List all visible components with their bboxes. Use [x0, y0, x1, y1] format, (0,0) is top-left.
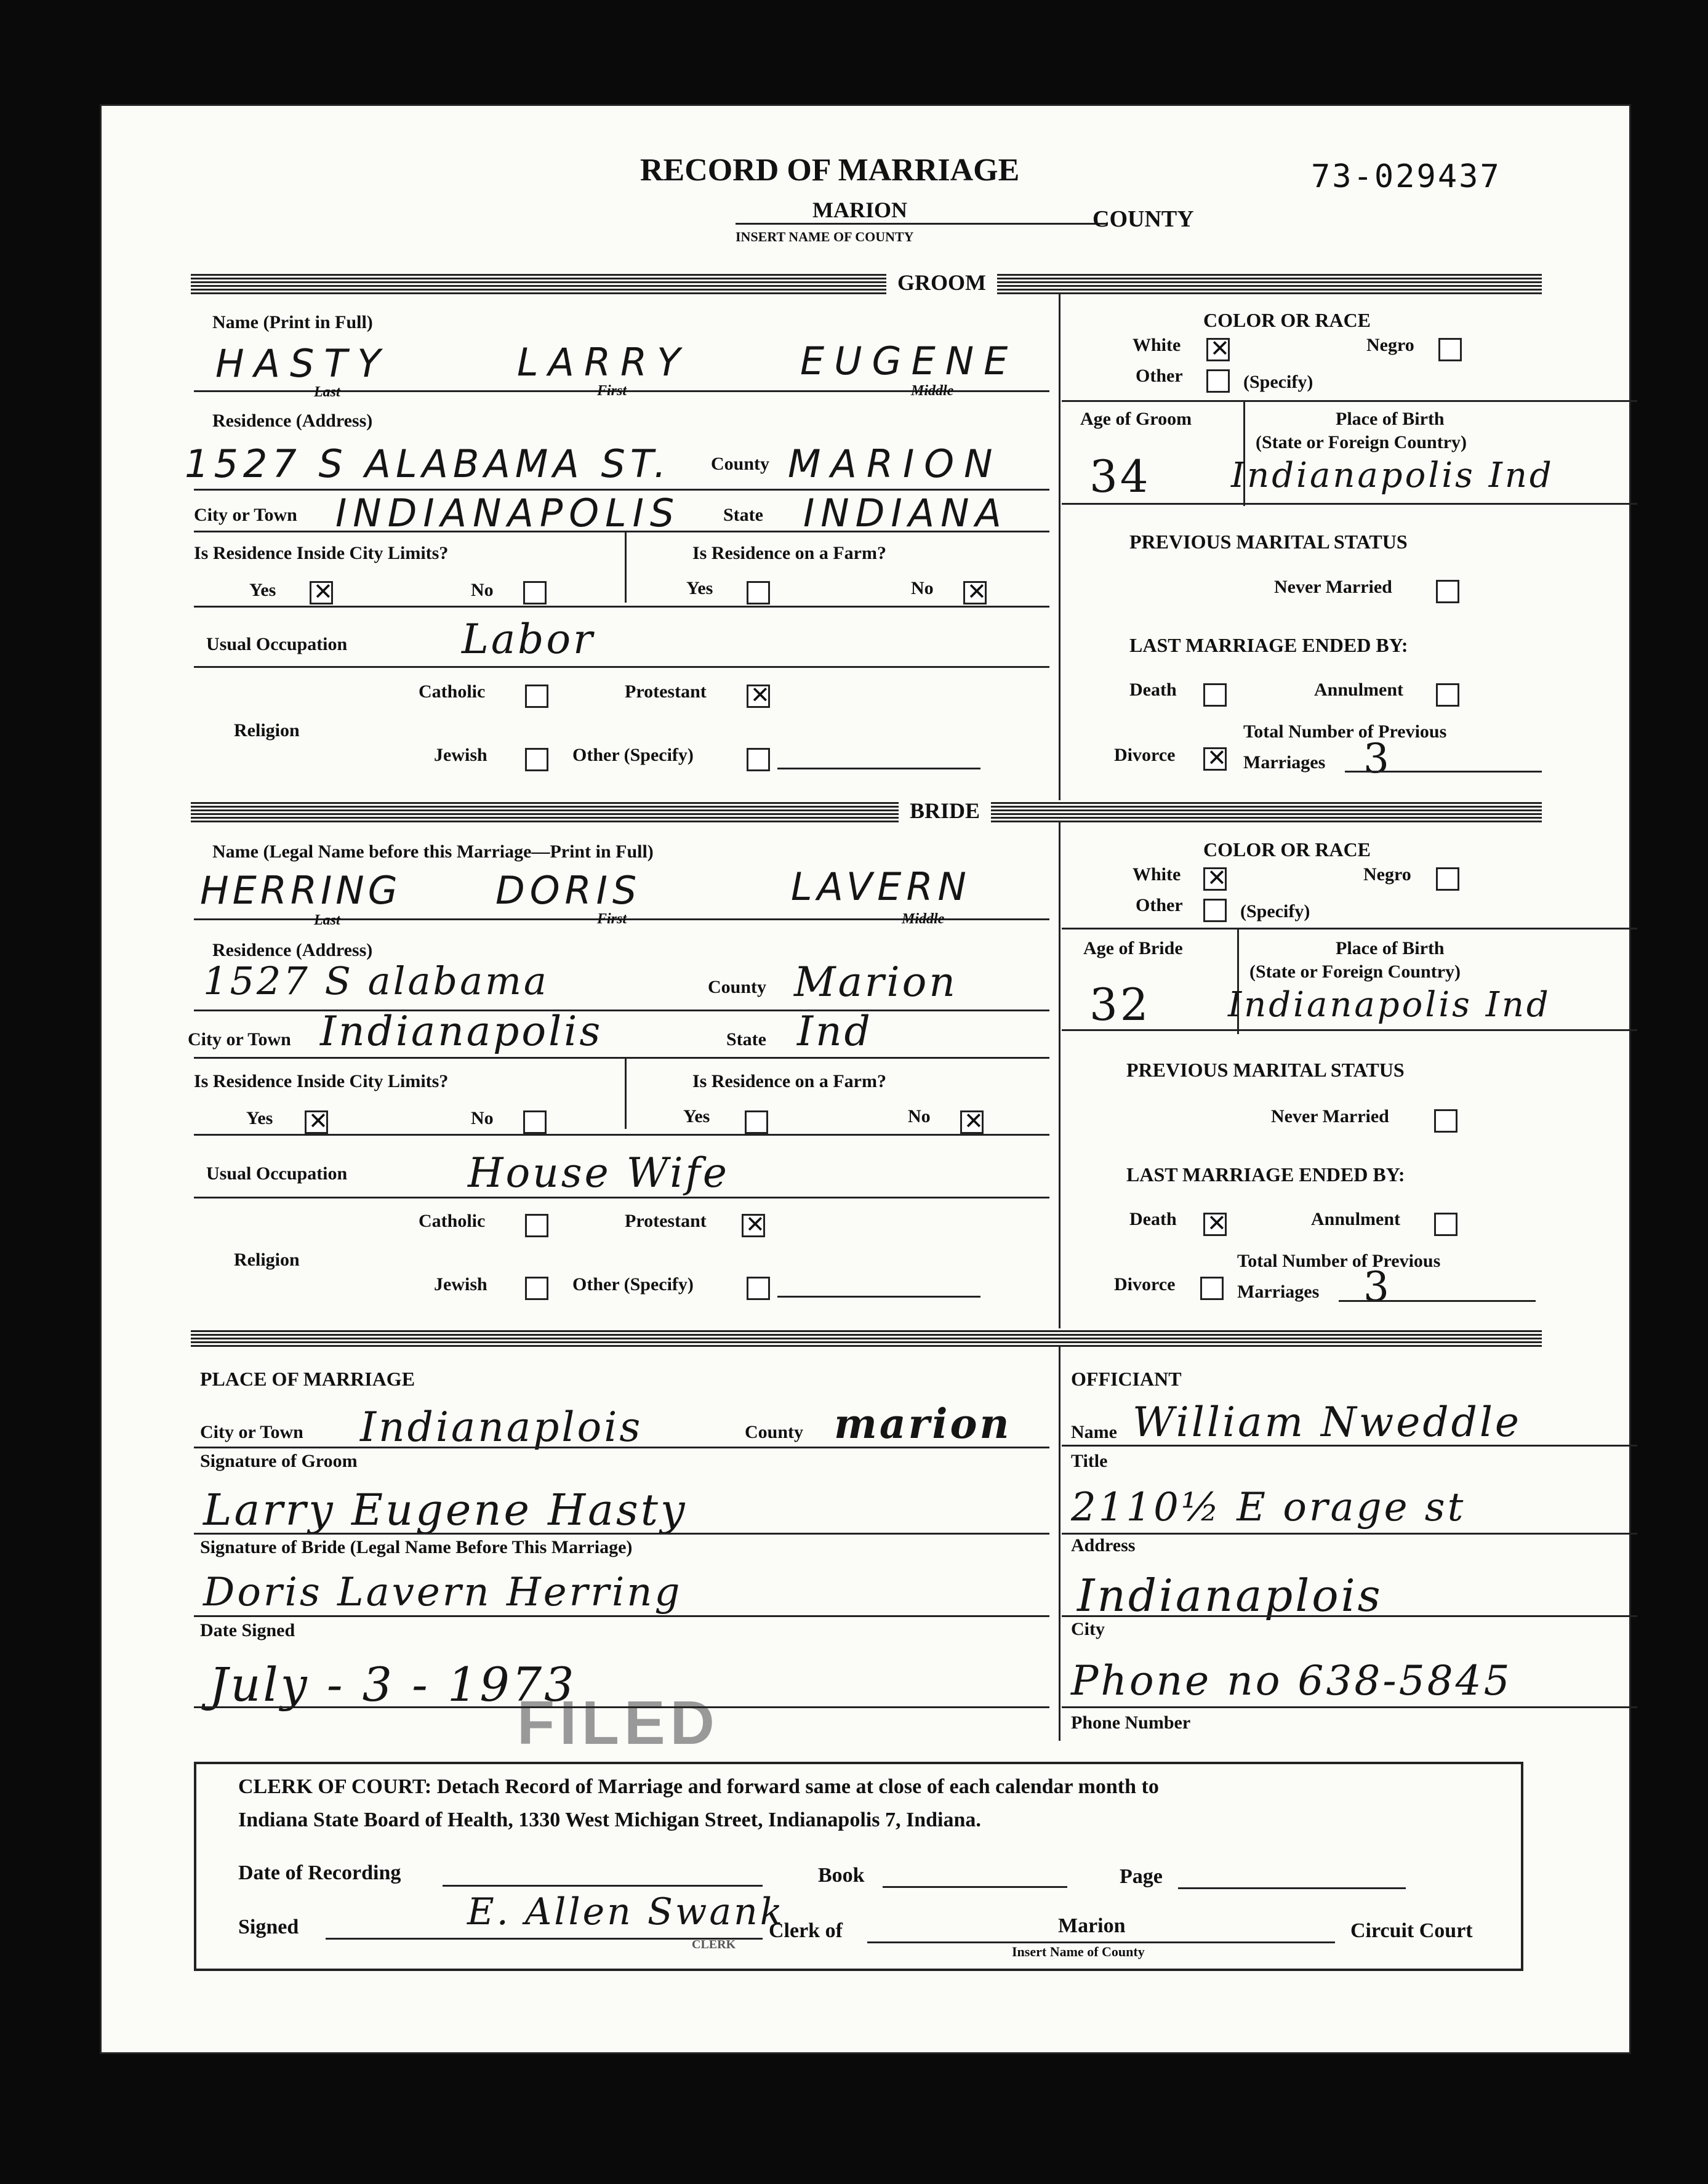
bride-county: Marion: [794, 958, 958, 1006]
groom-catholic-checkbox[interactable]: [525, 685, 548, 708]
groom-farm-label: Is Residence on a Farm?: [692, 543, 886, 563]
officiant-name: William Nweddle: [1133, 1399, 1522, 1446]
groom-county-label: County: [711, 454, 770, 474]
bride-race-other-checkbox[interactable]: [1203, 899, 1227, 922]
bride-specify-label: (Specify): [1240, 901, 1310, 921]
bride-city-yes-checkbox[interactable]: [305, 1110, 328, 1134]
groom-marriages-line: [1345, 771, 1542, 773]
groom-residence-label: Residence (Address): [212, 411, 373, 431]
groom-religion-label: Religion: [234, 720, 300, 741]
officiant-name-label: Name: [1071, 1422, 1117, 1442]
groom-middle-name: EUGENE: [800, 339, 1018, 383]
bride-residence-divider: [625, 1058, 627, 1129]
page-label: Page: [1120, 1865, 1163, 1888]
groom-band: [191, 272, 1542, 294]
groom-jewish-label: Jewish: [434, 745, 487, 765]
bride-marriages-line: [1339, 1300, 1536, 1302]
groom-annulment-checkbox[interactable]: [1436, 683, 1459, 707]
book-label: Book: [818, 1864, 865, 1887]
groom-residence-divider: [625, 532, 627, 603]
bride-birth-sub-label: (State or Foreign Country): [1249, 962, 1461, 982]
bride-name-label: Name (Legal Name before this Marriage—Print in Full): [212, 841, 654, 862]
groom-birth-label: Place of Birth: [1336, 409, 1445, 429]
circuit-court-label: Circuit Court: [1350, 1919, 1473, 1942]
bride-other-label: Other (Specify): [572, 1274, 694, 1295]
groom-never-married-checkbox[interactable]: [1436, 580, 1459, 603]
bride-other-line: [777, 1296, 980, 1298]
groom-name-label: Name (Print in Full): [212, 312, 373, 332]
groom-death-checkbox[interactable]: [1203, 683, 1227, 707]
groom-first-name: LARRY: [517, 340, 690, 385]
groom-city-yes-checkbox[interactable]: [310, 581, 333, 604]
bride-birth-label: Place of Birth: [1336, 938, 1445, 958]
officiant-phone-label: Phone Number: [1071, 1712, 1191, 1733]
bride-divorce-label: Divorce: [1114, 1274, 1176, 1295]
bride-never-married-label: Never Married: [1271, 1106, 1389, 1126]
groom-farm-yes-label: Yes: [686, 578, 713, 598]
groom-city-no-label: No: [471, 580, 494, 600]
bride-jewish-label: Jewish: [434, 1274, 487, 1295]
officiant-phone-value: Phone no 638-5845: [1071, 1657, 1512, 1704]
header-county-line: [736, 223, 1108, 225]
bride-age-label: Age of Bride: [1083, 938, 1183, 958]
bride-death-label: Death: [1129, 1209, 1177, 1229]
groom-negro-label: Negro: [1366, 335, 1414, 355]
bride-prev-marriages: 3: [1363, 1263, 1392, 1311]
groom-divorce-label: Divorce: [1114, 745, 1176, 765]
bride-white-checkbox[interactable]: [1203, 867, 1227, 891]
officiant-city-value: Indianaplois: [1077, 1570, 1383, 1621]
groom-occupation-line: [194, 666, 1049, 668]
bride-catholic-checkbox[interactable]: [525, 1214, 548, 1237]
officiant-address-label: Address: [1071, 1535, 1136, 1556]
groom-color-label: COLOR OR RACE: [1203, 309, 1371, 331]
date-recording-line: [443, 1885, 763, 1887]
groom-other-line: [777, 768, 980, 769]
bride-divorce-checkbox[interactable]: [1200, 1277, 1224, 1300]
filed-stamp: FILED: [517, 1688, 720, 1757]
bride-color-label: COLOR OR RACE: [1203, 838, 1371, 861]
groom-section-title: GROOM: [886, 270, 997, 295]
groom-last-caption: Last: [314, 384, 340, 400]
lower-divider: [1059, 1347, 1060, 1741]
groom-middle-caption: Middle: [911, 383, 954, 399]
groom-state: INDIANA: [803, 491, 1008, 536]
groom-occupation-label: Usual Occupation: [206, 634, 348, 654]
bride-residence-label: Residence (Address): [212, 940, 373, 960]
officiant-title-label: Title: [1071, 1451, 1108, 1471]
bride-inside-city-label: Is Residence Inside City Limits?: [194, 1071, 449, 1091]
bride-negro-label: Negro: [1363, 864, 1411, 885]
bride-birth-line: [1062, 1029, 1637, 1031]
officiant-city-label: City: [1071, 1619, 1105, 1639]
groom-first-caption: First: [597, 383, 627, 399]
book-line: [883, 1886, 1067, 1888]
groom-prev-marriages: 3: [1363, 735, 1392, 782]
bride-last-caption: Last: [314, 912, 340, 928]
groom-negro-checkbox[interactable]: [1438, 338, 1462, 361]
groom-specify-label: (Specify): [1243, 372, 1313, 392]
record-number: 73-029437: [1311, 158, 1501, 195]
bride-occupation-line: [194, 1197, 1049, 1198]
groom-signature: Larry Eugene Hasty: [203, 1485, 688, 1535]
place-city-line: [194, 1447, 1049, 1448]
place-title: PLACE OF MARRIAGE: [200, 1368, 415, 1390]
groom-farm-yes-checkbox[interactable]: [747, 581, 770, 604]
groom-protestant-label: Protestant: [625, 681, 707, 702]
bride-farm-yes-checkbox[interactable]: [745, 1110, 768, 1134]
clerk-county-line: [867, 1941, 1335, 1943]
bride-first-caption: First: [597, 911, 627, 927]
bride-middle-caption: Middle: [902, 911, 945, 927]
bride-first-name: DORIS: [495, 868, 642, 913]
bride-race-line: [1062, 928, 1637, 929]
bride-state-label: State: [726, 1029, 766, 1050]
groom-jewish-checkbox[interactable]: [525, 748, 548, 771]
bride-protestant-label: Protestant: [625, 1211, 707, 1231]
bride-jewish-checkbox[interactable]: [525, 1277, 548, 1300]
marriage-record-form: [102, 106, 1629, 2052]
groom-sig-line: [194, 1533, 1049, 1535]
header-county-caption: INSERT NAME OF COUNTY: [736, 229, 914, 244]
groom-occupation: Labor: [462, 616, 595, 663]
bride-marriages-label: Marriages: [1237, 1282, 1320, 1302]
signed-label: Signed: [238, 1916, 299, 1938]
date-signed-label: Date Signed: [200, 1620, 295, 1640]
clerk-caption: CLERK: [692, 1938, 736, 1951]
groom-race-other-label: Other: [1136, 366, 1183, 386]
bride-last-ended-label: LAST MARRIAGE ENDED BY:: [1126, 1163, 1405, 1186]
groom-catholic-label: Catholic: [419, 681, 486, 702]
groom-other-checkbox[interactable]: [747, 748, 770, 771]
bride-religion-label: Religion: [234, 1250, 300, 1270]
bride-sig-label: Signature of Bride (Legal Name Before This Marriage): [200, 1537, 633, 1557]
date-recording-label: Date of Recording: [238, 1861, 401, 1884]
place-city-label: City or Town: [200, 1422, 303, 1442]
bride-death-checkbox[interactable]: [1203, 1213, 1227, 1236]
bride-middle-name: LAVERN: [791, 864, 971, 909]
place-county: marion: [834, 1400, 1012, 1448]
officiant-phone-line: [1062, 1706, 1637, 1708]
groom-farm-no-label: No: [911, 578, 934, 598]
bride-city-line: [194, 1057, 1049, 1059]
bride-age: 32: [1089, 979, 1151, 1030]
form-title: RECORD OF MARRIAGE: [640, 153, 1020, 188]
groom-divorce-checkbox[interactable]: [1203, 747, 1227, 771]
bride-city-label: City or Town: [188, 1029, 291, 1050]
lower-band: [191, 1328, 1542, 1347]
groom-white-label: White: [1133, 335, 1181, 355]
bride-section-title: BRIDE: [899, 798, 991, 824]
bride-total-prev-label: Total Number of Previous: [1237, 1251, 1441, 1271]
groom-age-label: Age of Groom: [1080, 409, 1192, 429]
groom-prev-status-label: PREVIOUS MARITAL STATUS: [1129, 531, 1408, 553]
groom-farm-no-checkbox[interactable]: [963, 581, 987, 604]
groom-total-prev-label: Total Number of Previous: [1243, 721, 1447, 742]
place-county-label: County: [745, 1422, 804, 1442]
groom-race-other-checkbox[interactable]: [1206, 369, 1230, 393]
bride-residence: 1527 S alabama: [203, 958, 549, 1003]
bride-band: [191, 800, 1542, 822]
groom-birth-sub-label: (State or Foreign Country): [1256, 432, 1467, 452]
groom-sig-label: Signature of Groom: [200, 1451, 358, 1471]
groom-city-no-checkbox[interactable]: [523, 581, 547, 604]
clerk-instruction-line1: CLERK OF COURT: Detach Record of Marriage and forward same at close of each calendar month to: [238, 1775, 1159, 1798]
bride-state: Ind: [797, 1008, 873, 1055]
bride-white-label: White: [1133, 864, 1181, 885]
bride-limits-line: [194, 1134, 1049, 1136]
bride-county-label: County: [708, 977, 767, 997]
clerk-box: [194, 1762, 1523, 1971]
officiant-address-line: [1062, 1615, 1637, 1617]
bride-prev-status-label: PREVIOUS MARITAL STATUS: [1126, 1059, 1405, 1081]
bride-sig-line: [194, 1615, 1049, 1617]
clerk-county: Marion: [1058, 1914, 1126, 1937]
groom-never-married-label: Never Married: [1274, 577, 1392, 597]
bride-never-married-checkbox[interactable]: [1434, 1109, 1457, 1133]
groom-inside-city-label: Is Residence Inside City Limits?: [194, 543, 449, 563]
groom-annulment-label: Annulment: [1314, 680, 1404, 700]
header-county-label: COUNTY: [1093, 206, 1194, 232]
bride-city-yes-label: Yes: [246, 1108, 273, 1128]
groom-city-label: City or Town: [194, 505, 297, 525]
bride-annulment-checkbox[interactable]: [1434, 1213, 1457, 1236]
groom-county: MARION: [788, 441, 1003, 486]
clerk-instruction-line2: Indiana State Board of Health, 1330 West Michigan Street, Indianapolis 7, Indiana.: [238, 1809, 981, 1831]
bride-negro-checkbox[interactable]: [1436, 867, 1459, 891]
bride-farm-yes-label: Yes: [683, 1106, 710, 1126]
groom-city-yes-label: Yes: [249, 580, 276, 600]
page-line: [1178, 1887, 1406, 1889]
groom-last-ended-label: LAST MARRIAGE ENDED BY:: [1129, 634, 1408, 656]
clerk-signature: E. Allen Swank: [467, 1890, 785, 1933]
bride-last-name: HERRING: [200, 868, 401, 913]
bride-other-checkbox[interactable]: [747, 1277, 770, 1300]
officiant-title: OFFICIANT: [1071, 1368, 1182, 1390]
groom-protestant-checkbox[interactable]: [747, 685, 770, 708]
date-signed: July - 3 - 1973: [209, 1657, 577, 1712]
bride-city-no-label: No: [471, 1108, 494, 1128]
officiant-title-line: [1062, 1533, 1637, 1535]
bride-protestant-checkbox[interactable]: [742, 1214, 765, 1237]
groom-limits-line: [194, 606, 1049, 608]
groom-birth-line: [1062, 503, 1637, 505]
bride-catholic-label: Catholic: [419, 1211, 486, 1231]
bride-occupation-label: Usual Occupation: [206, 1163, 348, 1184]
clerk-of-label: Clerk of: [769, 1919, 843, 1942]
groom-last-name: HASTY: [215, 341, 391, 386]
groom-race-line: [1062, 400, 1637, 402]
bride-farm-label: Is Residence on a Farm?: [692, 1071, 886, 1091]
groom-death-label: Death: [1129, 680, 1177, 700]
date-line: [194, 1706, 1049, 1708]
place-city: Indianaplois: [360, 1403, 643, 1451]
clerk-county-caption: Insert Name of County: [1012, 1944, 1145, 1959]
bride-race-other-label: Other: [1136, 895, 1183, 915]
groom-city: INDIANAPOLIS: [335, 491, 681, 536]
groom-state-label: State: [723, 505, 763, 525]
groom-marriages-label: Marriages: [1243, 752, 1326, 773]
groom-city-line: [194, 531, 1049, 532]
bride-birth-place: Indianapolis Ind: [1228, 985, 1551, 1025]
groom-birth-place: Indianapolis Ind: [1231, 456, 1554, 496]
bride-city: Indianapolis: [320, 1008, 603, 1055]
groom-white-checkbox[interactable]: [1206, 338, 1230, 361]
bride-farm-no-label: No: [908, 1106, 931, 1126]
bride-signature: Doris Lavern Herring: [203, 1570, 683, 1615]
bride-farm-no-checkbox[interactable]: [960, 1110, 984, 1134]
groom-residence: 1527 S ALABAMA ST.: [185, 441, 672, 486]
bride-city-no-checkbox[interactable]: [523, 1110, 547, 1134]
officiant-name-line: [1062, 1445, 1637, 1447]
groom-other-label: Other (Specify): [572, 745, 694, 765]
bride-occupation: House Wife: [468, 1149, 729, 1197]
groom-age: 34: [1089, 451, 1151, 502]
header-county-value: MARION: [812, 198, 907, 222]
officiant-address-value: 2110½ E orage st: [1071, 1485, 1466, 1530]
bride-annulment-label: Annulment: [1311, 1209, 1401, 1229]
